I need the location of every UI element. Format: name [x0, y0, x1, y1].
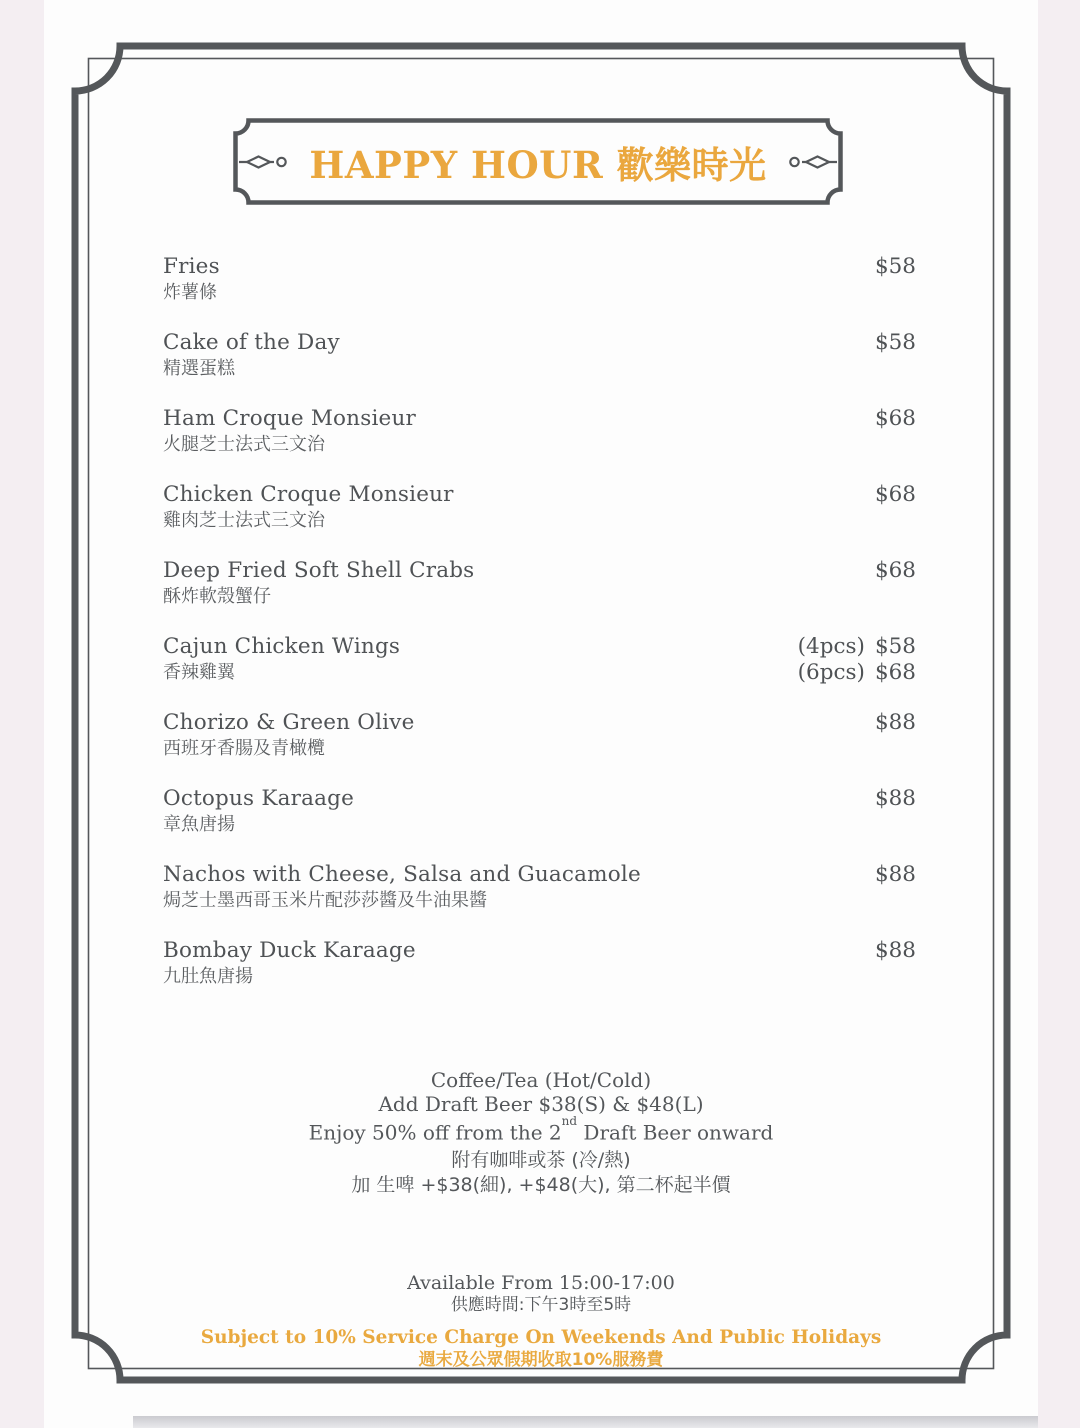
- menu-item-row: [163, 710, 916, 786]
- draft-beer-line: Add Draft Beer $38(S) & $48(L): [378, 1092, 704, 1116]
- availability-en: Available From 15:00-17:00: [407, 1272, 675, 1294]
- item-name-en: Cake of the Day: [163, 330, 340, 355]
- menu-item-row: [163, 558, 916, 634]
- item-price: [865, 862, 916, 888]
- draft-beer-line-zh: 加 生啤 +$38(細), +$48(大), 第二杯起半價: [351, 1173, 731, 1196]
- item-name-zh: 九肚魚唐揚: [163, 966, 253, 987]
- item-price: [865, 786, 916, 812]
- item-price: [865, 406, 916, 432]
- menu-item-row: [163, 862, 916, 938]
- page-bottom-edge: [133, 1416, 1038, 1428]
- item-name-en: Bombay Duck Karaage: [163, 938, 416, 963]
- item-price-value: $88: [874, 710, 916, 735]
- diamond-arrow-ornament-right: [785, 151, 839, 173]
- item-price-value: $68: [874, 558, 916, 583]
- item-name-en: Cajun Chicken Wings: [163, 634, 401, 659]
- header-content: [233, 118, 843, 205]
- item-price-value: $88: [874, 862, 916, 887]
- menu-list: [163, 254, 916, 1014]
- item-qty: (6pcs): [797, 660, 865, 685]
- ordinal-superscript: nd: [561, 1114, 578, 1128]
- item-name-en: Fries: [163, 254, 220, 279]
- footer-block: [44, 1272, 1038, 1371]
- item-name-zh: 西班牙香腸及青橄欖: [163, 738, 325, 759]
- beer-discount-line: Enjoy 50% off from the 2nd Draft Beer onward: [308, 1114, 774, 1145]
- item-name-en: Nachos with Cheese, Salsa and Guacamole: [163, 862, 641, 887]
- menu-item-row: [163, 406, 916, 482]
- item-name-zh: 雞肉芝士法式三文治: [163, 510, 325, 531]
- item-name-zh: 火腿芝士法式三文治: [163, 434, 325, 455]
- item-name-zh: 香辣雞翼: [163, 662, 235, 683]
- menu-item-row: [163, 938, 916, 1014]
- page-title: HAPPY HOUR 歡樂時光: [309, 142, 767, 187]
- item-name-en: Chorizo & Green Olive: [163, 710, 415, 735]
- item-name-zh: 酥炸軟殼蟹仔: [163, 586, 271, 607]
- item-name-zh: 精選蛋糕: [163, 358, 235, 379]
- item-price: [865, 710, 916, 736]
- item-price: [865, 558, 916, 584]
- item-price-value: $58: [874, 634, 916, 659]
- menu-item-row: [163, 482, 916, 558]
- item-price: [865, 330, 916, 356]
- item-name-en: Chicken Croque Monsieur: [163, 482, 454, 507]
- drinks-info-block: [44, 1068, 1038, 1198]
- header-box: [233, 118, 843, 205]
- coffee-tea-line: Coffee/Tea (Hot/Cold): [430, 1068, 652, 1092]
- menu-item-row: [163, 254, 916, 330]
- item-name-zh: 炸薯條: [163, 282, 217, 303]
- item-name-en: Deep Fried Soft Shell Crabs: [163, 558, 475, 583]
- coffee-tea-line-zh: 附有咖啡或茶 (冷/熱): [451, 1148, 631, 1171]
- service-charge-zh: 週末及公眾假期收取10%服務費: [418, 1350, 664, 1370]
- item-price-value: $58: [874, 330, 916, 355]
- item-qty: (4pcs): [797, 634, 865, 659]
- menu-item-row: [163, 634, 916, 710]
- menu-item-row: [163, 786, 916, 862]
- diamond-arrow-ornament-left: [237, 151, 291, 173]
- item-price-value: $88: [874, 786, 916, 811]
- availability-zh: 供應時間:下午3時至5時: [450, 1295, 632, 1315]
- item-price: [798, 634, 916, 686]
- item-price-value: $68: [874, 660, 916, 685]
- item-price-value: $68: [874, 482, 916, 507]
- item-price: [865, 482, 916, 508]
- item-price-value: $88: [874, 938, 916, 963]
- menu-item-row: [163, 330, 916, 406]
- item-name-en: Ham Croque Monsieur: [163, 406, 416, 431]
- item-price: [865, 938, 916, 964]
- item-price-value: $68: [874, 406, 916, 431]
- item-name-zh: 章魚唐揚: [163, 814, 235, 835]
- item-name-en: Octopus Karaage: [163, 786, 355, 811]
- item-price-value: $58: [874, 254, 916, 279]
- item-name-zh: 焗芝士墨西哥玉米片配莎莎醬及牛油果醬: [163, 890, 487, 911]
- service-charge-en: Subject to 10% Service Charge On Weekends And Public Holidays: [200, 1327, 882, 1348]
- menu-page: [44, 0, 1038, 1428]
- item-price: [865, 254, 916, 280]
